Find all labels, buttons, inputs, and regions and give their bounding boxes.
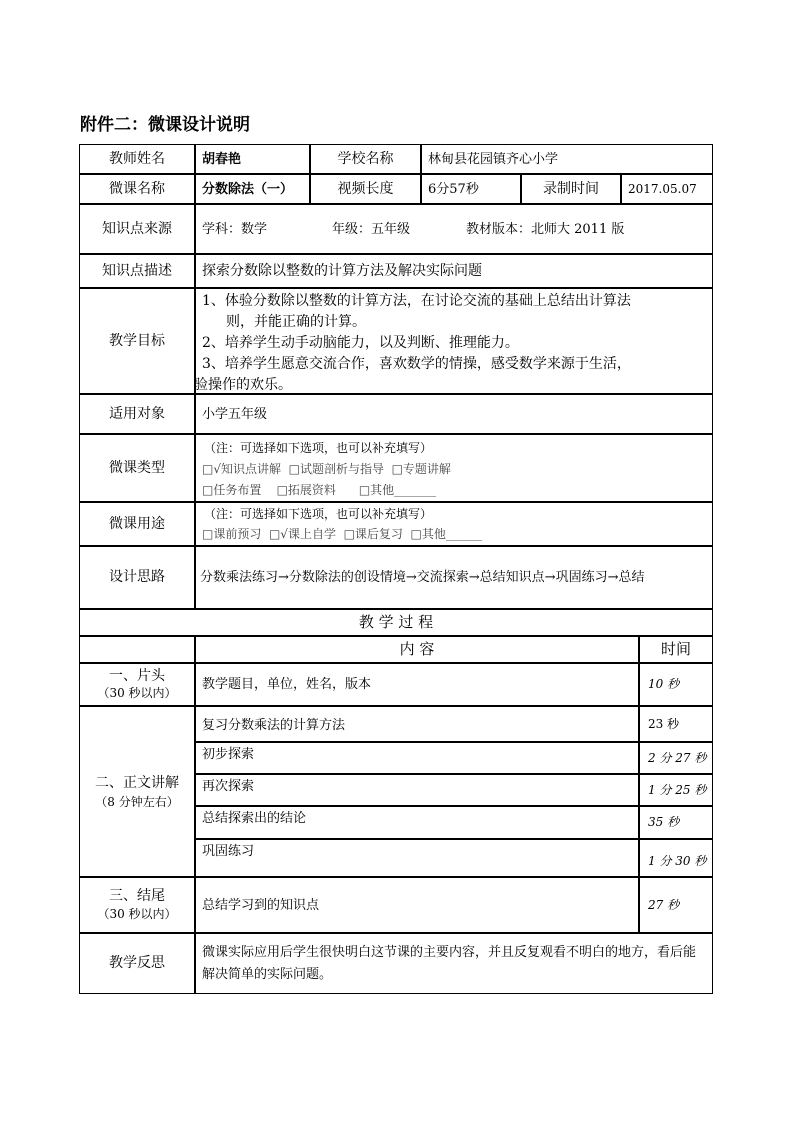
end-content: 总结学习到的知识点 <box>195 877 639 933</box>
main-row-2-content: 初步探索 <box>195 742 639 774</box>
intro-subtitle: （30 秒以内） <box>97 685 177 700</box>
course-label: 微课名称 <box>79 174 195 204</box>
main-row-3-content: 再次探索 <box>195 774 639 806</box>
intro-content: 教学题目，单位，姓名，版本 <box>195 663 639 706</box>
main-row-1-content: 复习分数乘法的计算方法 <box>195 706 639 742</box>
goal-line-2: 则，并能正确的计算。 <box>226 314 366 330</box>
desc-value: 探索分数除以整数的计算方法及解决实际问题 <box>195 254 713 288</box>
desc-label: 知识点描述 <box>79 254 195 288</box>
time-header: 时间 <box>639 636 713 663</box>
type-label: 微课类型 <box>79 434 195 502</box>
goal-line-5: 验操作的欢乐。 <box>194 377 292 393</box>
process-header: 教 学 过 程 <box>79 609 713 636</box>
school-value: 林甸县花园镇齐心小学 <box>421 144 713 174</box>
design-label: 设计思路 <box>79 546 195 609</box>
main-row-3-time: 1 分 25 秒 <box>639 774 713 806</box>
main-row-4-content: 总结探索出的结论 <box>195 806 639 839</box>
main-subtitle: （8 分钟左右） <box>95 794 179 809</box>
intro-time: 10 秒 <box>639 663 713 706</box>
teacher-label: 教师姓名 <box>79 144 195 174</box>
source-value <box>195 204 713 254</box>
goal-line-3: 2、培养学生动手动脑能力，以及判断、推理能力。 <box>202 335 519 351</box>
type-value <box>195 434 713 502</box>
edition-text: 教材版本：北师大 2011 版 <box>466 222 625 237</box>
end-subtitle: （30 秒以内） <box>97 907 177 921</box>
main-row-5-time: 1 分 30 秒 <box>639 839 713 877</box>
school-label: 学校名称 <box>310 144 421 174</box>
use-label: 微课用途 <box>79 502 195 546</box>
main-row-5-content: 巩固练习 <box>195 839 639 877</box>
record-value: 2017.05.07 <box>621 174 713 204</box>
goal-value <box>195 288 713 394</box>
goal-line-1: 1、体验分数除以整数的计算方法，在讨论交流的基础上总结出计算法 <box>202 293 631 309</box>
reflect-label: 教学反思 <box>79 933 195 994</box>
record-label: 录制时间 <box>521 174 621 204</box>
grade-text: 年级：五年级 <box>332 222 411 237</box>
main-title: 二、正文讲解 <box>95 774 179 791</box>
goal-line-4: 3、培养学生愿意交流合作，喜欢数学的情操，感受数学来源于生活， <box>202 356 631 372</box>
end-section <box>79 877 195 933</box>
type-note: （注：可选择如下选项，也可以补充填写） <box>204 441 433 455</box>
subject-text: 学科：数学 <box>202 222 268 237</box>
end-time: 27 秒 <box>639 877 713 933</box>
length-label: 视频长度 <box>310 174 421 204</box>
main-row-1-time: 23 秒 <box>639 706 713 742</box>
use-options: □课前预习 □√课上自学 □课后复习 □其他______ <box>202 527 482 541</box>
target-label: 适用对象 <box>79 394 195 434</box>
type-options-1: □√知识点讲解 □试题剖析与指导 □专题讲解 <box>202 462 451 476</box>
goal-label: 教学目标 <box>79 288 195 394</box>
main-row-2-time: 2 分 27 秒 <box>639 742 713 774</box>
course-value: 分数除法（一） <box>195 174 310 204</box>
reflect-value: 微课实际应用后学生很快明白这节课的主要内容，并且反复观看不明白的地方，看后能解决简单的实际问题。 <box>195 933 713 994</box>
intro-section <box>79 663 195 706</box>
target-value: 小学五年级 <box>195 394 713 434</box>
end-title: 三、结尾 <box>109 888 165 904</box>
design-value: 分数乘法练习→分数除法的创设情境→交流探索→总结知识点→巩固练习→总结 <box>195 546 713 609</box>
main-section <box>79 706 195 877</box>
page-title: 附件二：微课设计说明 <box>80 115 250 135</box>
type-options-2: □任务布置 □拓展资料 □其他_______ <box>202 483 437 497</box>
length-value: 6分57秒 <box>421 174 521 204</box>
content-header: 内 容 <box>195 636 639 663</box>
intro-title: 一、片头 <box>109 667 165 684</box>
use-note: （注：可选择如下选项，也可以补充填写） <box>204 507 433 521</box>
teacher-value: 胡春艳 <box>195 144 310 174</box>
source-label: 知识点来源 <box>79 204 195 254</box>
main-row-4-time: 35 秒 <box>639 806 713 839</box>
process-blank-cell <box>79 636 195 663</box>
use-value <box>195 502 713 546</box>
